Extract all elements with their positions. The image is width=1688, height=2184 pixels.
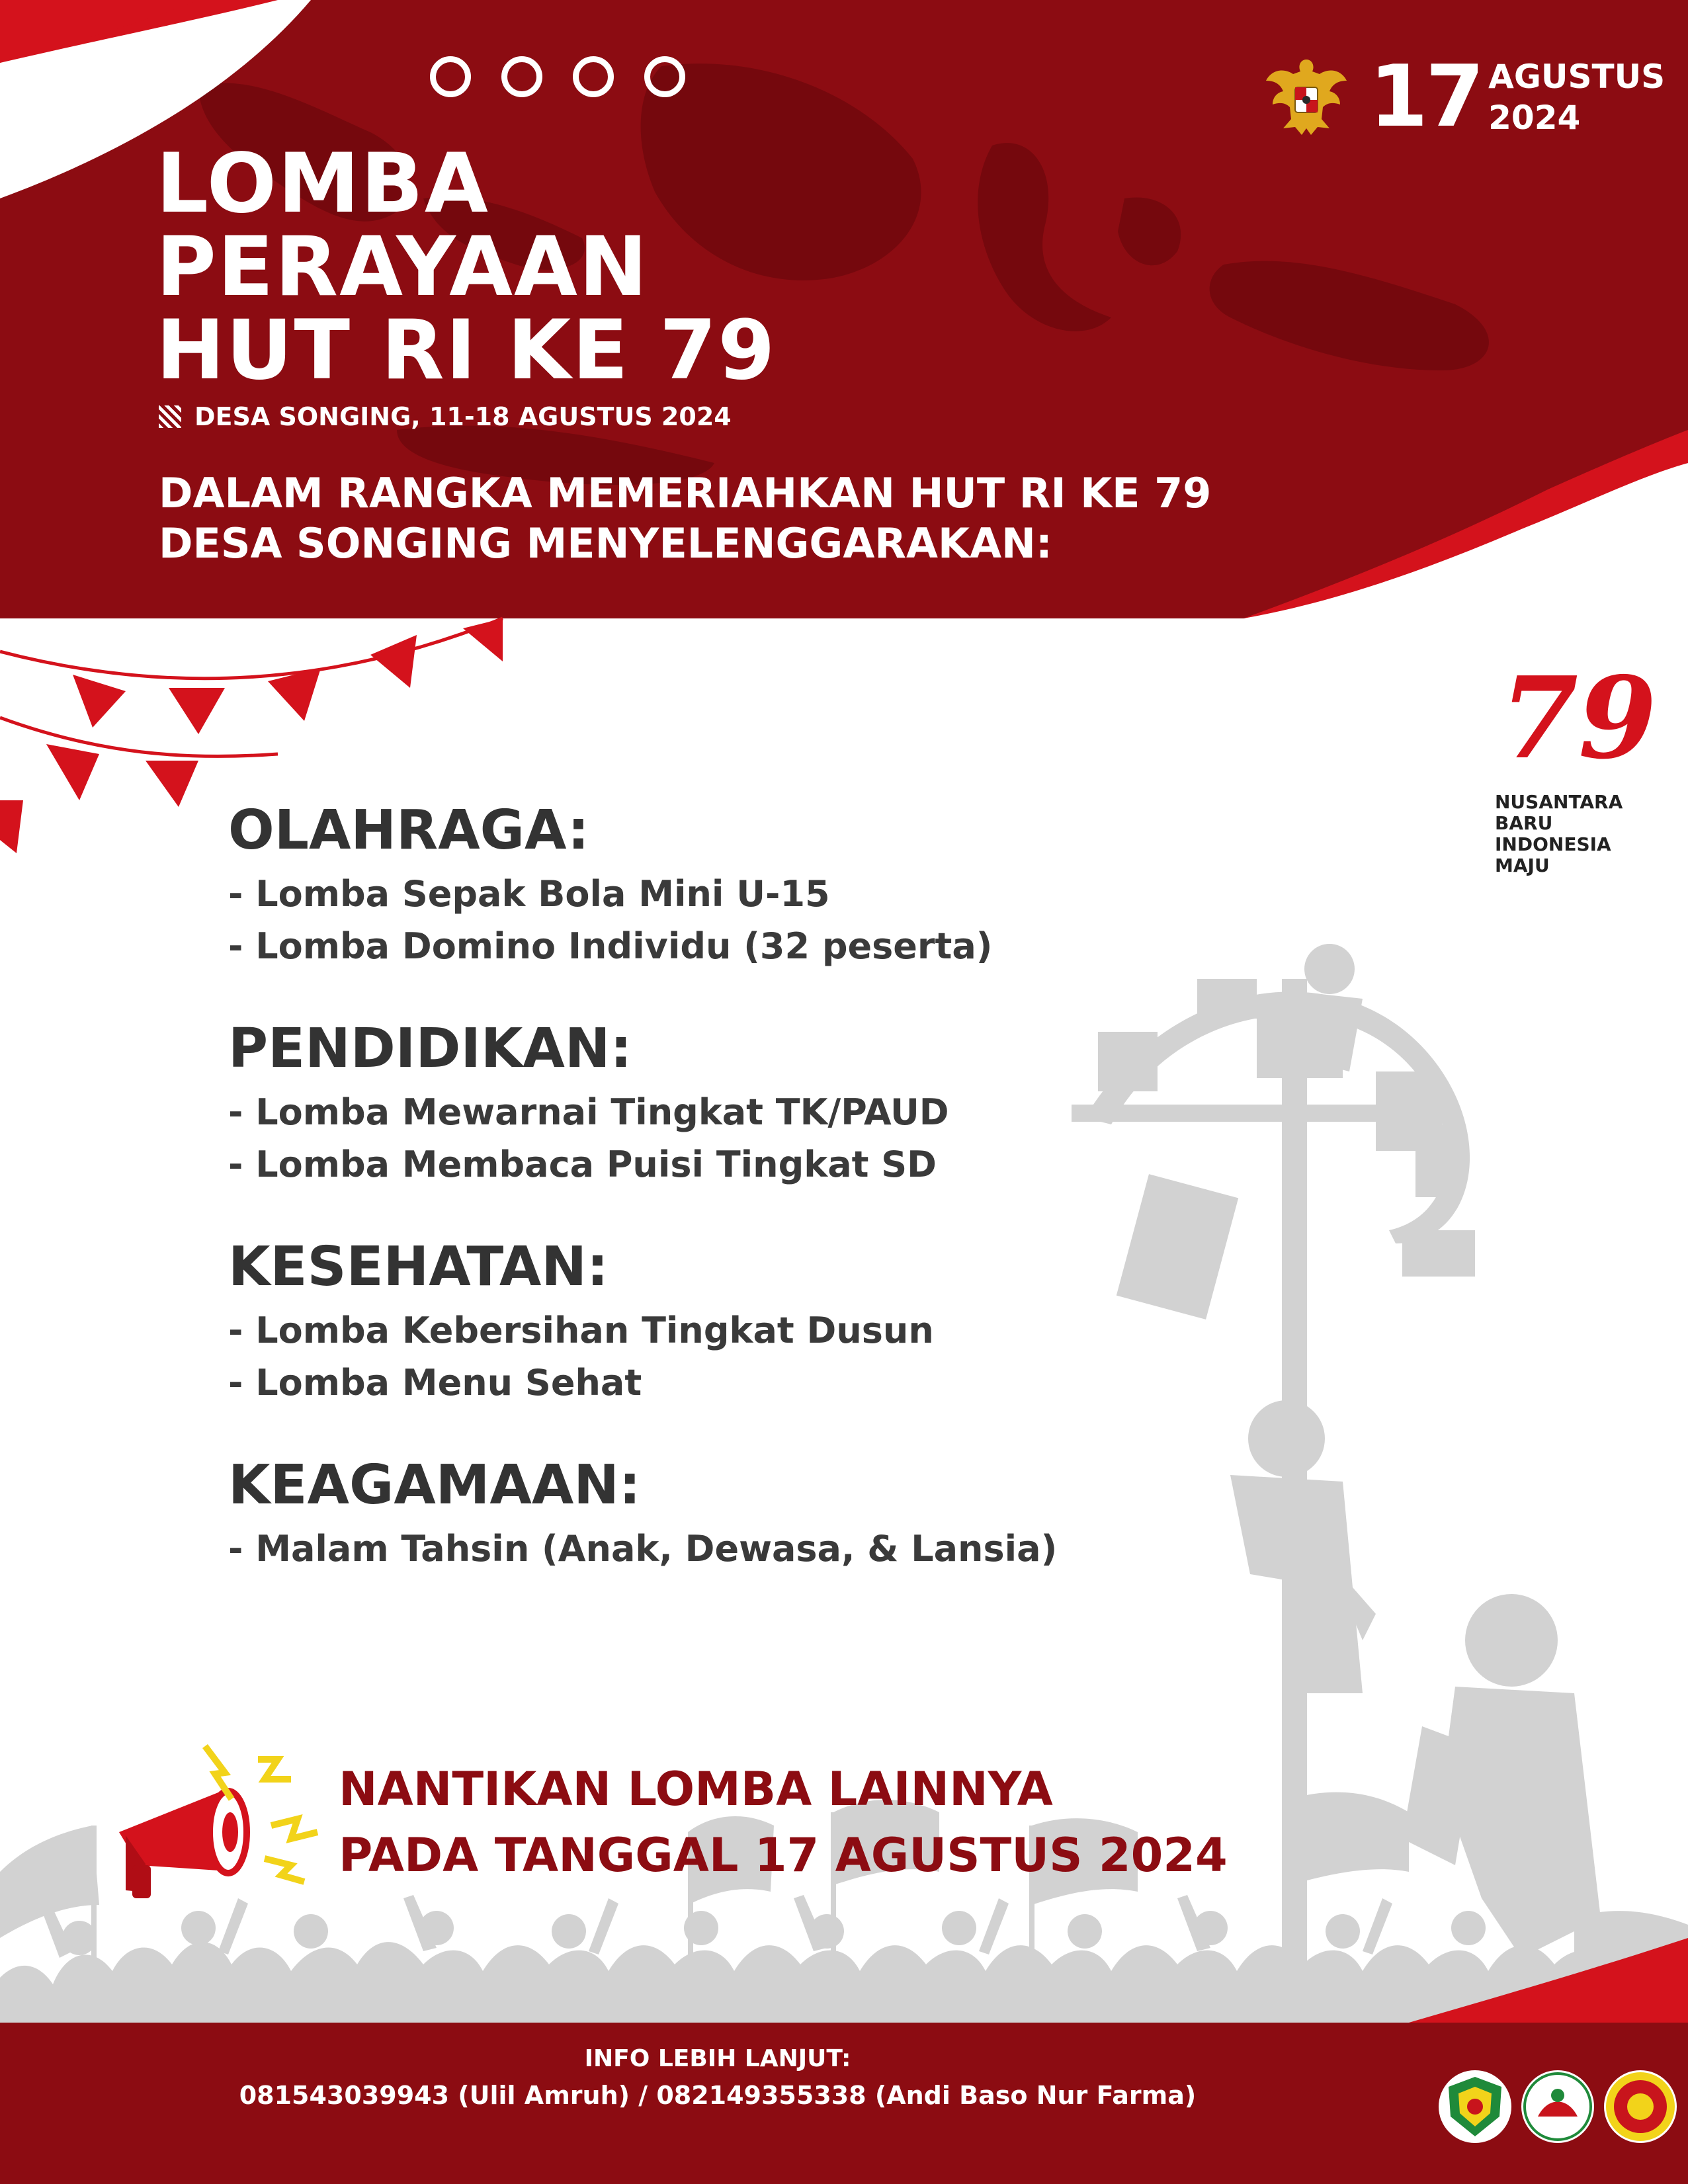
logo-number: 79	[1500, 652, 1657, 784]
garuda-pancasila-icon	[1263, 54, 1349, 140]
title-line: HUT RI KE 79	[156, 303, 777, 398]
date-month-year	[1488, 56, 1665, 138]
circle-icon	[573, 56, 614, 97]
page-title	[156, 136, 777, 398]
hatch-icon	[159, 405, 181, 428]
category-olahraga	[228, 800, 1057, 972]
announcement-line: PADA TANGGAL 17 AGUSTUS 2024	[339, 1828, 1228, 1882]
competition-list	[228, 800, 1057, 1621]
date-month: AGUSTUS	[1488, 58, 1666, 96]
category-keagamaan	[228, 1455, 1057, 1575]
tagline-line: MAJU	[1495, 855, 1550, 876]
megaphone-icon	[106, 1733, 331, 1905]
footer-info	[0, 2042, 1435, 2115]
tagline-line: INDONESIA	[1495, 833, 1611, 855]
list-item: - Lomba Kebersihan Tingkat Dusun	[228, 1310, 934, 1351]
logo-79-icon	[1495, 652, 1657, 784]
date-year: 2024	[1488, 99, 1581, 137]
tagline-line: BARU	[1495, 812, 1553, 834]
regency-seal-icon	[1439, 2070, 1511, 2143]
title-line: PERAYAAN	[156, 220, 649, 315]
announcement-line: NANTIKAN LOMBA LAINNYA	[339, 1762, 1053, 1816]
list-item: - Lomba Membaca Puisi Tingkat SD	[228, 1144, 937, 1185]
date-day: 17	[1369, 48, 1482, 146]
list-item: - Lomba Menu Sehat	[228, 1362, 642, 1404]
list-item: - Lomba Mewarnai Tingkat TK/PAUD	[228, 1091, 949, 1133]
category-pendidikan	[228, 1019, 1057, 1191]
category-kesehatan	[228, 1237, 1057, 1409]
circle-icon	[430, 56, 471, 97]
list-item: - Malam Tahsin (Anak, Dewasa, & Lansia)	[228, 1528, 1058, 1570]
location-text: DESA SONGING, 11-18 AGUSTUS 2024	[194, 402, 732, 431]
date-badge	[1263, 48, 1666, 146]
circle-icon	[501, 56, 542, 97]
list-item: - Lomba Sepak Bola Mini U-15	[228, 873, 830, 915]
institution-seal-icon	[1604, 2070, 1677, 2143]
logo-tagline	[1495, 792, 1634, 876]
hut-79-logo	[1495, 652, 1657, 876]
intro-line: DESA SONGING MENYELENGGARAKAN:	[159, 519, 1052, 567]
circle-icon	[644, 56, 685, 97]
footer-contacts: 081543039943 (Ulil Amruh) / 082149355338 (Andi Baso Nur Farma)	[239, 2081, 1197, 2110]
category-title: KEAGAMAAN:	[228, 1454, 641, 1517]
category-title: OLAHRAGA:	[228, 799, 589, 862]
location-line	[159, 402, 732, 431]
title-line: LOMBA	[156, 136, 489, 231]
category-title: KESEHATAN:	[228, 1236, 609, 1298]
intro-line: DALAM RANGKA MEMERIAHKAN HUT RI KE 79	[159, 469, 1212, 517]
ministry-logo-icon	[1521, 2070, 1594, 2143]
list-item: - Lomba Domino Individu (32 peserta)	[228, 925, 993, 967]
footer-label: INFO LEBIH LANJUT:	[584, 2045, 851, 2072]
intro-text	[159, 468, 1211, 569]
announcement	[339, 1756, 1228, 1888]
category-title: PENDIDIKAN:	[228, 1017, 632, 1080]
decorative-circles	[430, 56, 685, 97]
tagline-line: NUSANTARA	[1495, 791, 1623, 813]
